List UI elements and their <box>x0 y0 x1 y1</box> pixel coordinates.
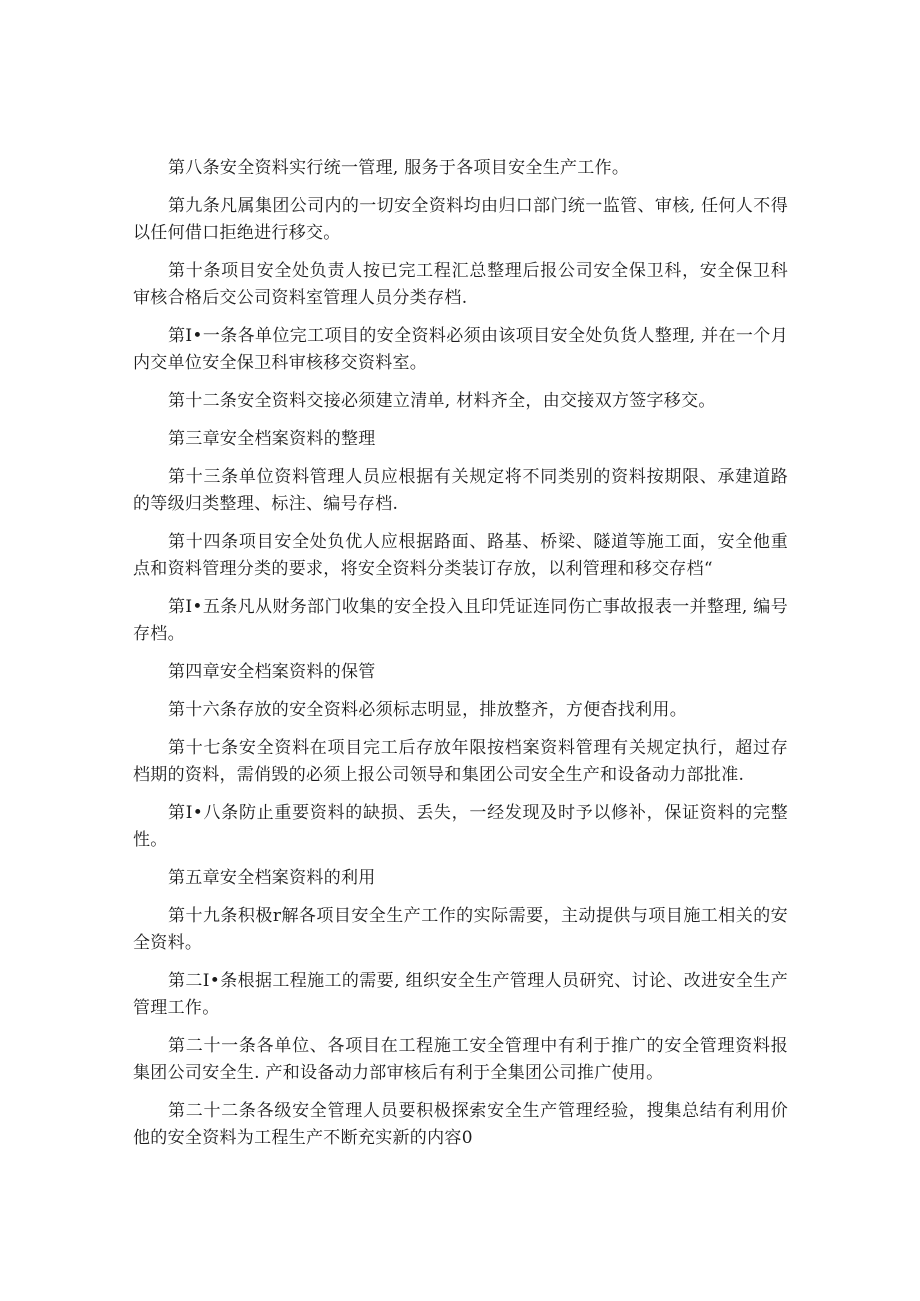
article-20: 第二I•条根据工程施工的需要, 组织安全生产管理人员研究、讨论、改进安全生产管理工作。 <box>133 971 788 1018</box>
article-8: 第八条安全资料实行统一管理, 服务于各项目安全生产工作。 <box>168 158 630 178</box>
article-19: 第十九条积极r解各项目安全生产工作的实际需要，主动提供与项目施工相关的安全资料。 <box>133 906 788 953</box>
chapter-3-heading: 第三章安全档案资料的整理 <box>168 429 376 449</box>
chapter-5-heading: 第五章安全档案资料的利用 <box>168 868 376 888</box>
article-13: 第十三条单位资料管理人员应根据有关规定将不同类别的资料按期限、承建道路的等级归类整理、标注、编号存档. <box>133 467 788 514</box>
article-22: 第二十二条各级安全管理人员要积极探索安全生产管理经验，搜集总结有利用价他的安全资料为工程生产不断充实新的内容0 <box>133 1101 788 1148</box>
article-15: 第I•五条凡从财务部门收集的安全投入且印凭证连同伤亡事故报表一并整理, 编号存档。 <box>133 597 788 644</box>
article-12: 第十二条安全资料交接必须建立清单, 材料齐全，由交接双方签字移交。 <box>168 391 716 411</box>
chapter-4-heading: 第四章安全档案资料的保管 <box>168 662 376 682</box>
article-18: 第I•八条防止重要资料的缺损、丢失，一经发现及时予以修补，保证资料的完整性。 <box>133 803 788 850</box>
article-14: 第十四条项目安全处负优人应根据路面、路基、桥梁、隧道等施工面，安全他重点和资料管理分类的要求，将安全资料分类装订存放，以利管理和移交存档“ <box>133 532 788 579</box>
article-17: 第十七条安全资料在项目完工后存放年限按档案资料管理有关规定执行，超过存档期的资料，需俏毁的必须上报公司领导和集团公司安全生产和设备动力部批准. <box>133 738 788 785</box>
article-16: 第十六条存放的安全资料必须标志明显，排放整齐，方便杳找利用。 <box>168 700 687 720</box>
article-10: 第十条项目安全处负责人按已完工程汇总整理后报公司安全保卫科，安全保卫科审核合格后交公司资料室管理人员分类存档. <box>133 261 788 308</box>
document-body <box>133 155 788 1163</box>
article-11: 第I•一条各单位完工项目的安全资料必须由该项目安全处负货人整理, 并在一个月内交单位安全保卫科审核移交资料室。 <box>133 326 788 373</box>
article-21: 第二十一条各单位、各项目在工程施工安全管理中有利于推广的安全管理资料报集团公司安全生. 产和设备动力部审核后有利于全集团公司推广使用。 <box>133 1036 788 1083</box>
article-9: 第九条凡属集团公司内的一切安全资料均由归口部门统一监管、审核, 任何人不得以任何借口拒绝进行移交。 <box>133 196 788 243</box>
